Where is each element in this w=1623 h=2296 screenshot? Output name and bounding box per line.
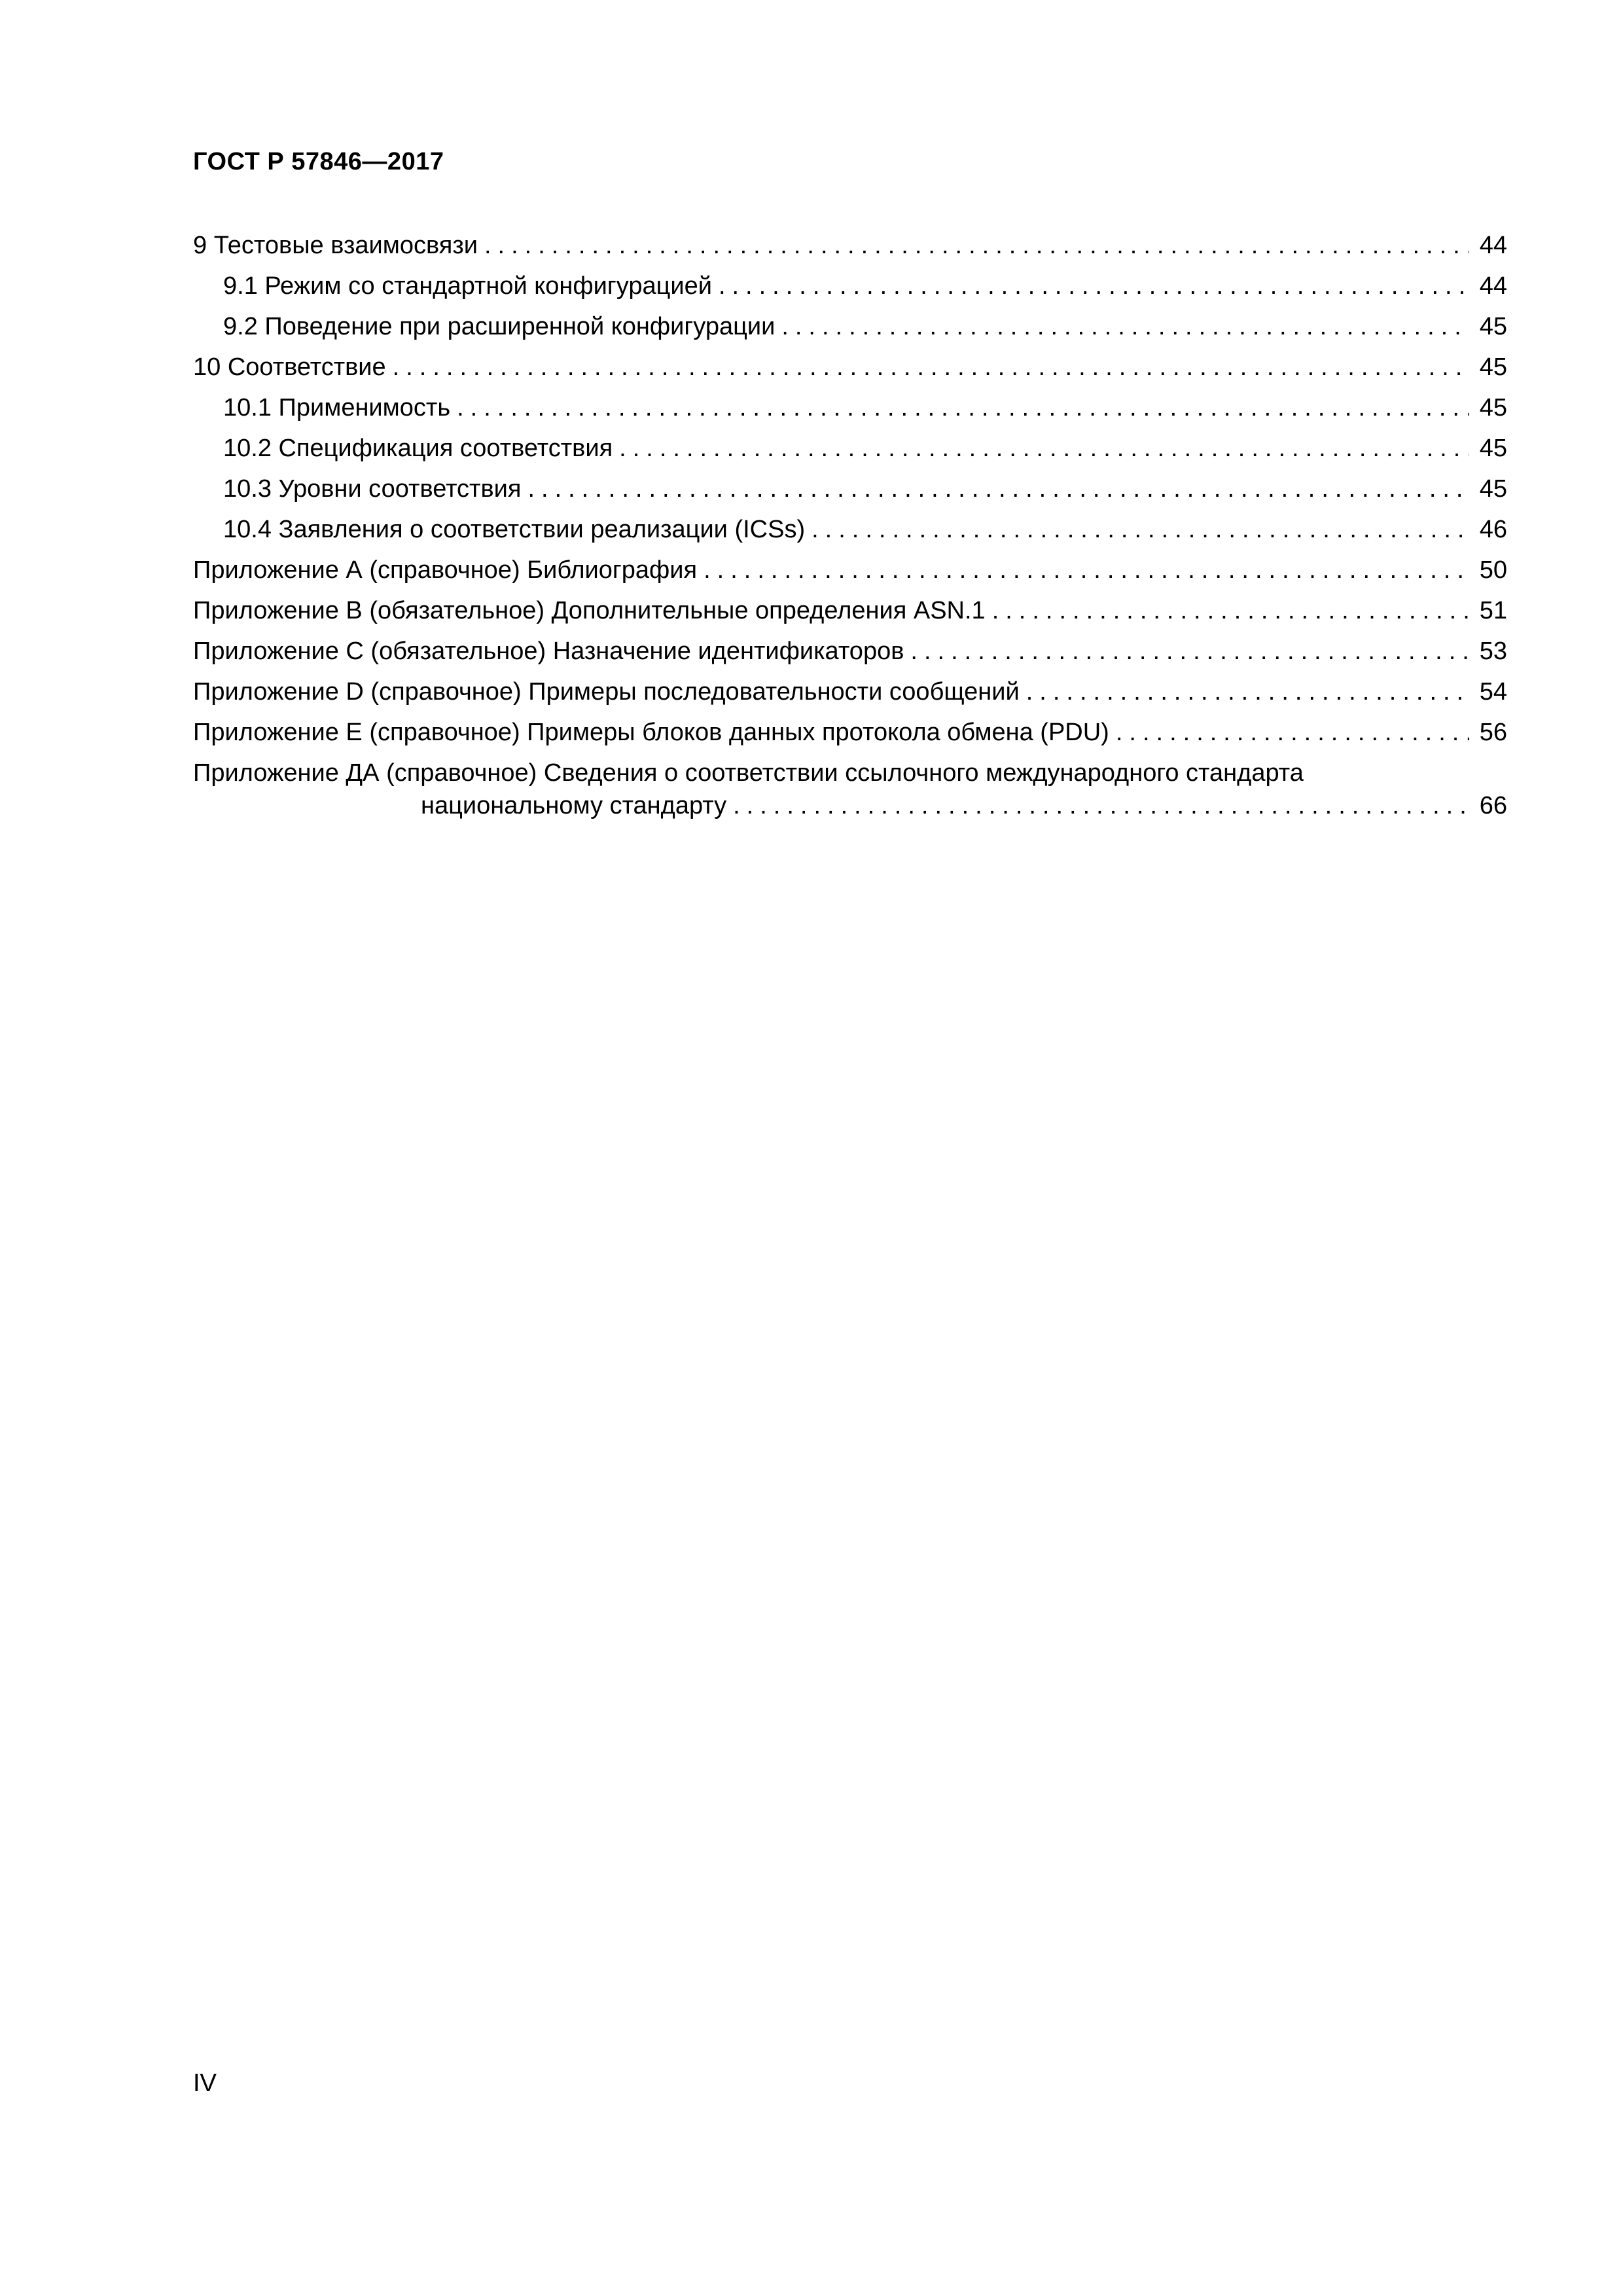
toc-entry-page: 54 [1479,678,1507,706]
toc-entry-title: Приложение С (обязательное) Назначение идентификаторов [193,637,904,665]
toc-entry-title: 9.1 Режим со стандартной конфигурацией [223,272,712,300]
toc-entry-page: 51 [1479,597,1507,624]
toc-entry-page: 44 [1479,232,1507,259]
toc-leader-dots [910,631,1469,672]
toc-entry-title: Приложение А (справочное) Библиография [193,556,698,584]
toc-entry-page: 53 [1479,637,1507,665]
toc-entry[interactable] [193,387,1507,428]
toc-entry-title-line2: национальному стандарту [421,792,727,819]
toc-leader-dots [484,225,1469,266]
toc-entry[interactable] [193,347,1507,387]
toc-entry-page: 45 [1479,313,1507,340]
toc-entry[interactable] [193,550,1507,590]
toc-entry-title: Приложение В (обязательное) Дополнительные определения ASN.1 [193,597,986,624]
toc-entry-title: 10.1 Применимость [223,394,451,422]
toc-entry-title: Приложение Е (справочное) Примеры блоков данных протокола обмена (PDU) [193,719,1109,746]
toc-entry-page: 44 [1479,272,1507,300]
toc-entry-title: 10 Соответствие [193,353,386,381]
toc-leader-dots [812,509,1469,550]
toc-leader-dots [527,469,1469,509]
toc-leader-dots [619,428,1469,469]
document-header: ГОСТ Р 57846—2017 [193,148,444,175]
toc-leader-dots [457,387,1469,428]
toc-entry[interactable] [193,712,1507,753]
toc-leader-dots [1026,672,1469,712]
toc-entry[interactable] [193,631,1507,672]
page-number: IV [193,2070,217,2097]
toc-entry[interactable] [193,428,1507,469]
toc-entry-page: 45 [1479,435,1507,462]
toc-entry-title: 10.2 Спецификация соответствия [223,435,613,462]
toc-entry-page: 56 [1479,719,1507,746]
toc-entry-title: 10.3 Уровни соответствия [223,475,522,503]
toc-leader-dots [393,347,1469,387]
toc-entry-title-line1: Приложение ДА (справочное) Сведения о соответствии ссылочного международного стандарта [193,759,1304,787]
toc-entry-page: 45 [1479,353,1507,381]
toc-entry-title: 9.2 Поведение при расширенной конфигурации [223,313,776,340]
toc-entry[interactable] [193,306,1507,347]
toc-entry[interactable] [193,590,1507,631]
toc-entry-page: 45 [1479,394,1507,422]
toc-entry-page: 45 [1479,475,1507,503]
toc-leader-dots [1116,712,1469,753]
toc-leader-dots [781,306,1469,347]
toc-entry-title: Приложение D (справочное) Примеры последовательности сообщений [193,678,1020,706]
toc-entry[interactable] [193,509,1507,550]
toc-entry[interactable] [193,225,1507,266]
toc-entry-title: 10.4 Заявления о соответствии реализации (ICSs) [223,516,806,543]
toc-entry-page: 50 [1479,556,1507,584]
toc-entry[interactable] [193,469,1507,509]
toc-entry-page: 46 [1479,516,1507,543]
toc-entry[interactable] [193,672,1507,712]
toc-leader-dots [992,590,1469,631]
toc-leader-dots [733,785,1469,826]
toc-leader-dots [704,550,1469,590]
table-of-contents [193,225,1507,826]
toc-entry-page: 66 [1479,792,1507,819]
toc-entry-title: 9 Тестовые взаимосвязи [193,232,478,259]
toc-leader-dots [719,266,1469,306]
toc-entry[interactable] [193,266,1507,306]
toc-entry-appendix-da[interactable] [193,753,1507,826]
